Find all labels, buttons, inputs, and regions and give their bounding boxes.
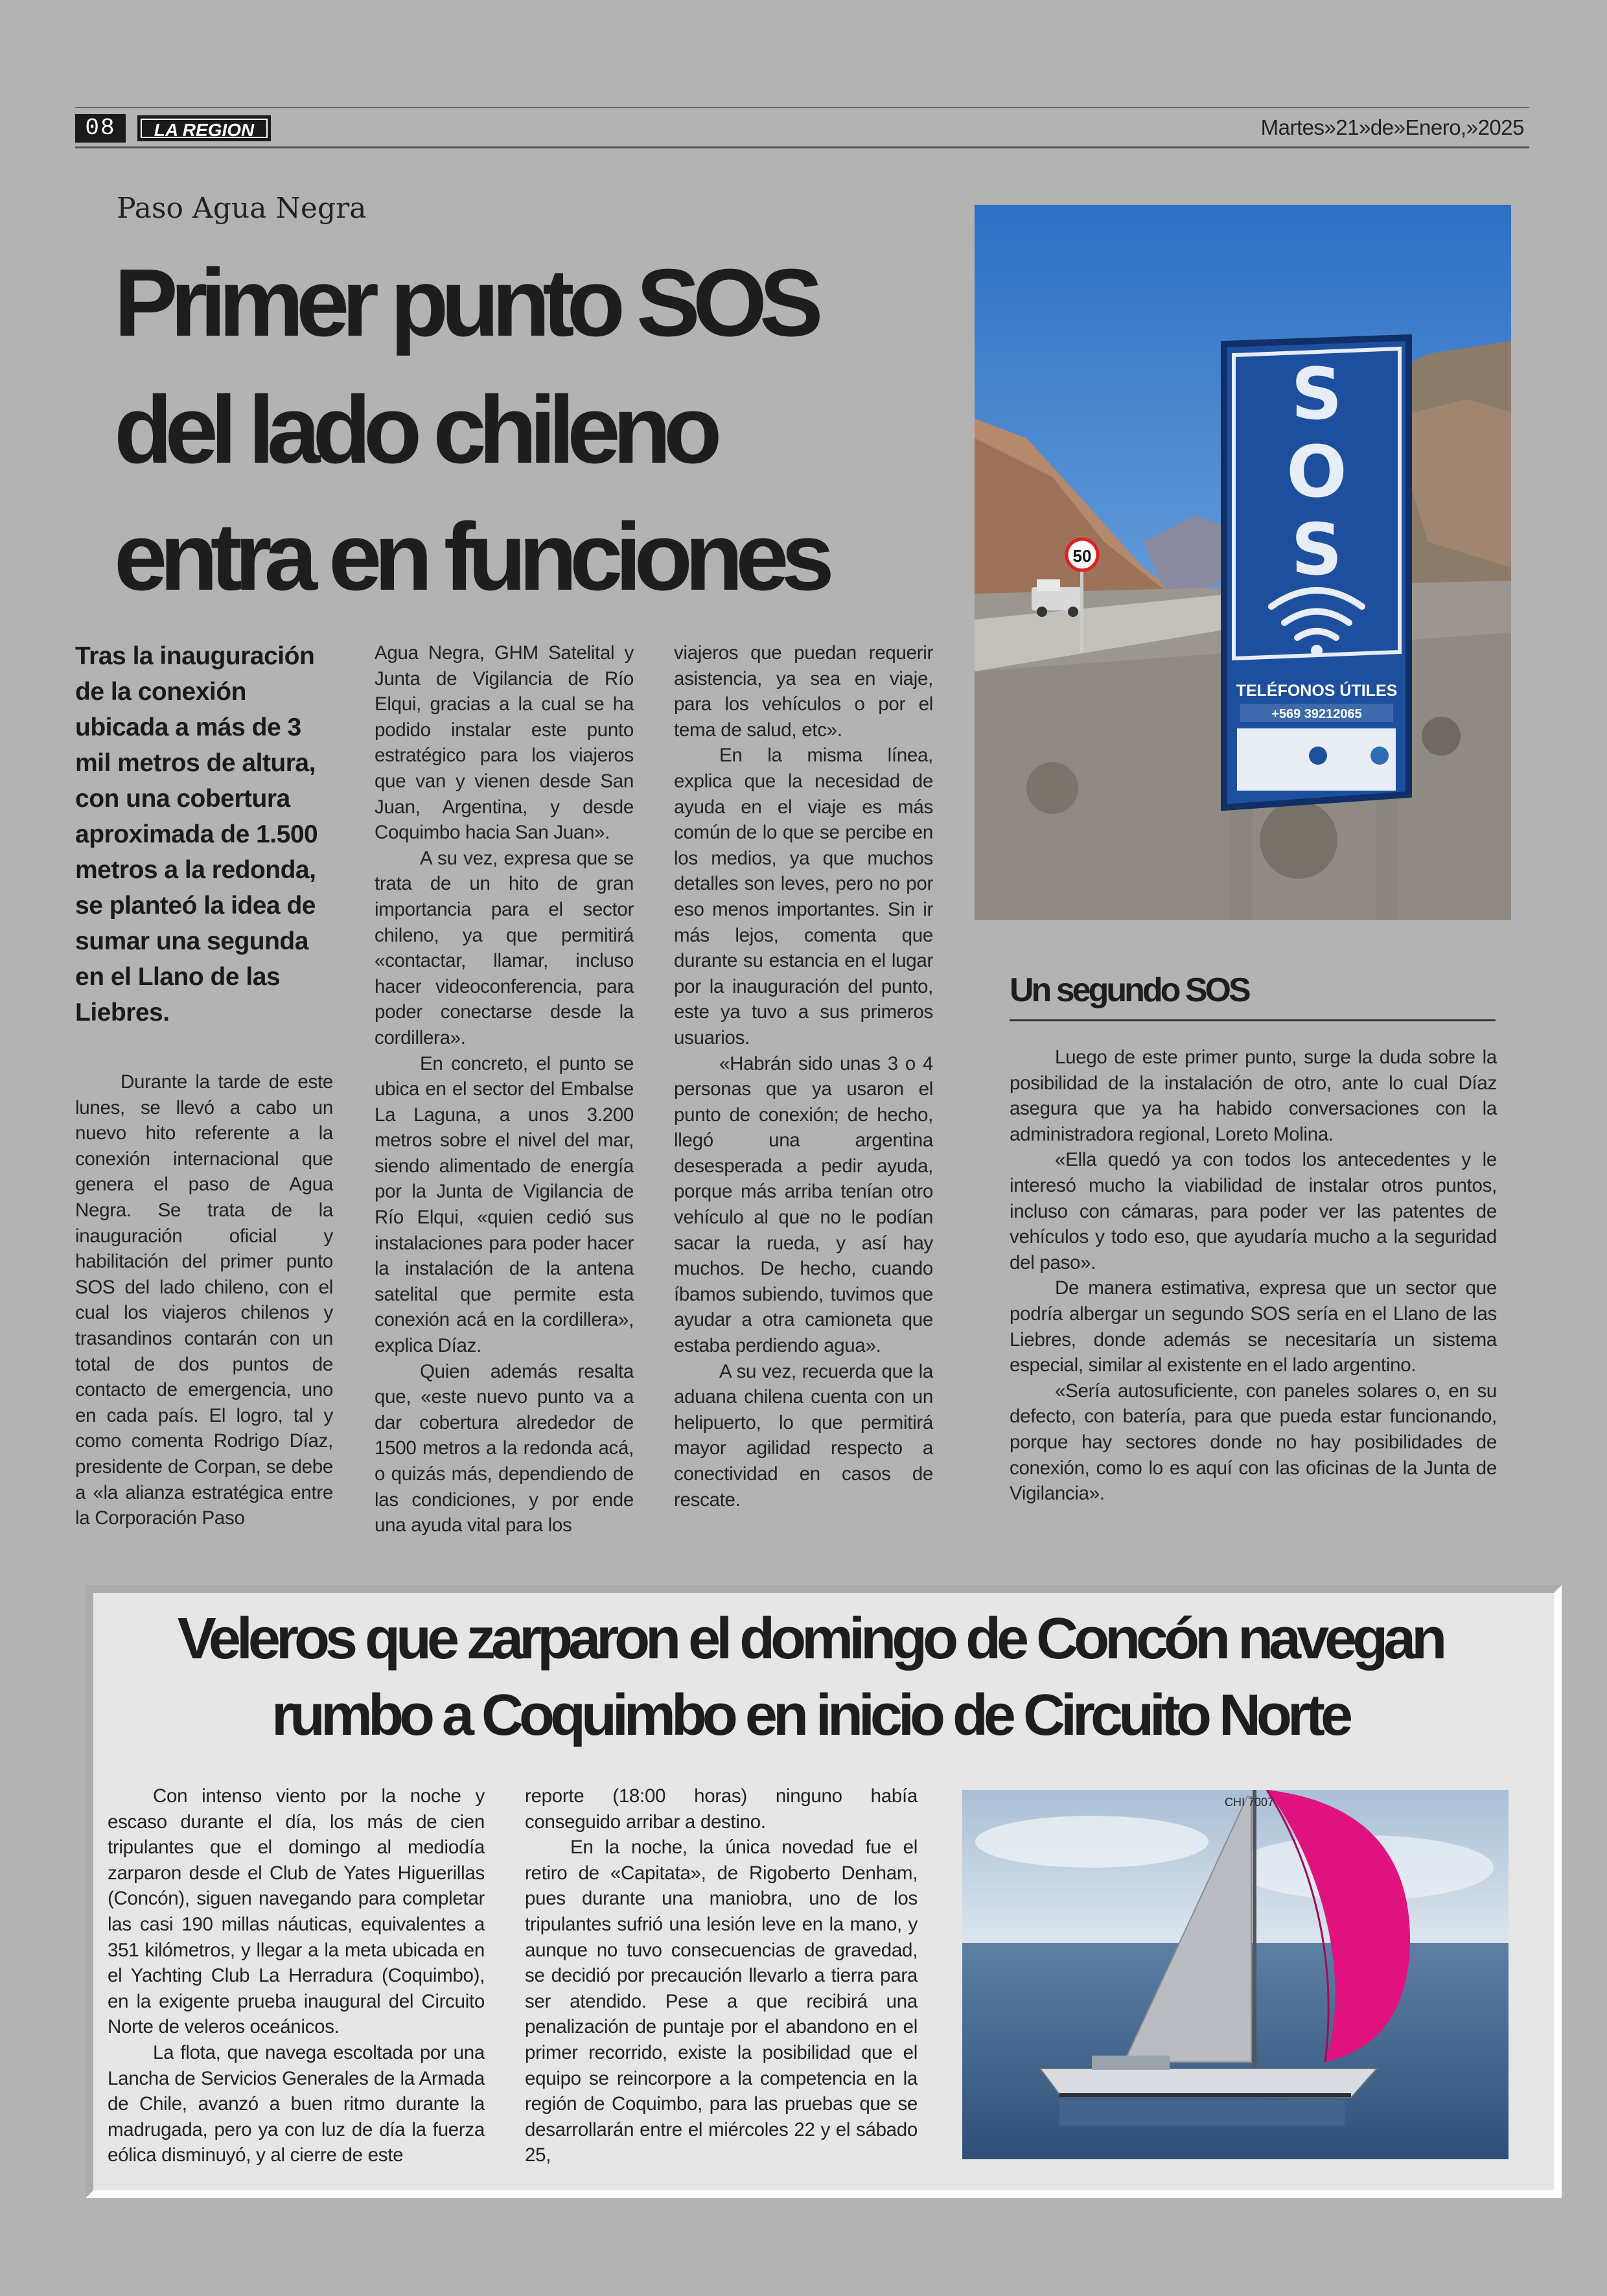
paragraph: De manera estimativa, expresa que un sector que podría albergar un segundo SOS sería en el Llano de las Liebres, donde además se necesitaría un sistema especial, similar al existente en el lado argentino. — [1010, 1277, 1497, 1376]
page-number: 08 — [75, 114, 126, 143]
sign-phone: +569 39212065 — [1271, 707, 1362, 721]
headline-line: Primer punto SOS — [114, 249, 816, 356]
headline-line: del lado chileno — [114, 377, 715, 483]
paragraph: viajeros que puedan requerir asistencia, ya sea en viaje, para los vehículos o por el tema de salud, etc». — [674, 642, 933, 741]
sailboat-photo — [962, 1790, 1509, 2159]
paragraph: Luego de este primer punto, surge la duda sobre la posibilidad de la instalación de otro, ante lo cual Díaz asegura que ya ha habido conversaciones con la administradora regional, Loreto Molina. — [1010, 1047, 1497, 1145]
paragraph: Durante la tarde de este lunes, se llevó a cabo un nuevo hito referente a la conexión internacional que genera el paso de Agua Negra. Se trata de la inauguración oficial y habilitación del primer punto SOS del lado chileno, con el cual los viajeros chilenos y trasandinos contarán con un total de dos puntos de contacto de emergencia, uno en cada país. El logro, tal y como comenta Rodrigo Díaz, presidente de Corpan, se debe a «la alianza estratégica entre la Corporación Paso — [75, 1071, 333, 1529]
header-rule-top — [75, 107, 1529, 108]
speed-limit-number: 50 — [1072, 546, 1092, 566]
paragraph: Quien además resalta que, «este nuevo punto va a dar cobertura alrededor de 1500 metros a la redonda acá, o quizás más, dependiendo de las condiciones, y por ende una ayuda vital para los — [375, 1360, 634, 1536]
sign-caption: TELÉFONOS ÚTILES — [1236, 682, 1398, 700]
sailboat-illustration — [962, 1790, 1509, 2159]
sailing-column-2 — [525, 1783, 918, 2168]
paragraph: «Sería autosuficiente, con paneles solares o, en su defecto, con batería, para que pueda estar funcionando, porque hay sectores donde no hay posibilidades de conexión, como lo es aquí con las oficinas de la Junta de Vigilancia». — [1010, 1380, 1497, 1505]
paragraph: Agua Negra, GHM Satelital y Junta de Vigilancia de Río Elqui, gracias a la cual se ha podido instalar este punto estratégico para los viajeros que van y vienen desde San Juan, Argentina, y desde Coquimbo hacia San Juan». — [375, 642, 634, 844]
paragraph: A su vez, expresa que se trata de un hito de gran importancia para el sector chileno, ya que permitirá «contactar, llamar, incluso hacer videoconferencia, para poder conectarse desde la cordillera». — [375, 847, 634, 1049]
sailing-headline — [97, 1601, 1523, 1754]
sos-sign-illustration — [975, 205, 1511, 920]
headline-line: Veleros que zarparon el domingo de Concón navegan — [177, 1606, 1443, 1671]
article-headline — [114, 240, 956, 621]
header-rule-bottom — [75, 146, 1529, 148]
section-subhead: Un segundo SOS — [1010, 971, 1249, 1009]
issue-date: Martes»21»de»Enero,»2025 — [1260, 115, 1524, 139]
article-kicker: Paso Agua Negra — [117, 192, 367, 225]
sailing-column-1 — [108, 1783, 485, 2168]
paragraph: A su vez, recuerda que la aduana chilena cuenta con un helipuerto, lo que permitirá mayor agilidad respecto a conectividad en casos de rescate. — [674, 1360, 933, 1511]
svg-text:O: O — [1286, 430, 1347, 513]
svg-text:S: S — [1291, 508, 1343, 591]
publication-logo: LA REGION — [137, 115, 271, 141]
paragraph: «Ella quedó ya con todos los antecedentes y le interesó mucho la viabilidad de instalar otros puntos, incluso con cámaras, para poder ver las patentes de vehículos y todo eso, que ayudaría mucho a la seguridad del paso». — [1010, 1149, 1497, 1273]
subhead-rule — [1010, 1019, 1496, 1021]
paragraph: En la misma línea, explica que la necesidad de ayuda en el viaje es más común de lo que se percibe en los medios, ya que muchos detalles son leves, pero no por eso menos importantes. Sin ir más lejos, comenta que durante su estancia en el lugar por la inauguración del punto, este ya tuvo a sus primeros usuarios. — [674, 745, 933, 1049]
headline-line: rumbo a Coquimbo en inicio de Circuito Norte — [271, 1683, 1349, 1748]
article-column-3 — [674, 640, 933, 1513]
svg-text:S: S — [1291, 353, 1343, 435]
article-column-4 — [1010, 1045, 1497, 1507]
article-column-1 — [75, 1069, 333, 1531]
paragraph: Con intenso viento por la noche y escaso durante el día, los más de cien tripulantes que el domingo al mediodía zarparon desde el Club de Yates Higuerillas (Concón), siguen navegando para completar las casi 190 millas náuticas, equivalentes a 351 kilómetros, y llegar a la meta ubicada en el Yachting Club La Herradura (Coquimbo), en la exigente prueba inaugural del Circuito Norte de veleros oceánicos. — [108, 1785, 485, 2038]
paragraph: En la noche, la única novedad fue el retiro de «Capitata», de Rigoberto Denham, pues durante una maniobra, uno de los tripulantes sufrió una lesión leve en la mano, y aunque no tuvo consecuencias de gravedad, se decidió por precaución llevarlo a tierra para ser atendido. Pese a que recibirá una penalización de puntaje por el abandono en el primer recorrido, existe la posibilidad que el equipo se reincorpore a la competencia en la región de Coquimbo, para las pruebas que se desarrollarán entre el miércoles 22 y el sábado 25, — [525, 1837, 918, 2166]
sail-number: CHI 7007 — [1225, 1796, 1275, 1809]
article-column-2 — [375, 640, 634, 1538]
sos-sign-photo — [975, 205, 1511, 920]
paragraph: La flota, que navega escoltada por una Lancha de Servicios Generales de la Armada de Chile, avanzó a buen ritmo durante la madrugada, pero ya con luz de día la fuerza eólica disminuyó, y al cierre de este — [108, 2041, 485, 2166]
article-lead: Tras la inauguración de la conexión ubicada a más de 3 mil metros de altura, con una cobertura aproximada de 1.500 metros a la redonda, se planteó la idea de sumar una segunda en el Llano de las Liebres. — [75, 642, 318, 1026]
paragraph: «Habrán sido unas 3 o 4 personas que ya usaron el punto de conexión; de hecho, llegó una argentina desesperada a pedir ayuda, porque más arriba tenían otro vehículo al que no le podían sacar la rueda, y así hay muchos. De hecho, cuando íbamos subiendo, tuvimos que ayudar a otra camioneta que estaba perdiendo agua». — [674, 1052, 933, 1357]
paragraph: reporte (18:00 horas) ninguno había conseguido arribar a destino. — [525, 1785, 918, 1833]
headline-line: entra en funciones — [114, 504, 827, 610]
paragraph: En concreto, el punto se ubica en el sector del Embalse La Laguna, a unos 3.200 metros sobre el nivel del mar, siendo alimentado de energía por la Junta de Vigilancia de Río Elqui, «quien cedió sus instalaciones para poder hacer la instalación de la antena satelital que permite esta conexión acá en la cordillera», explica Díaz. — [375, 1052, 634, 1357]
